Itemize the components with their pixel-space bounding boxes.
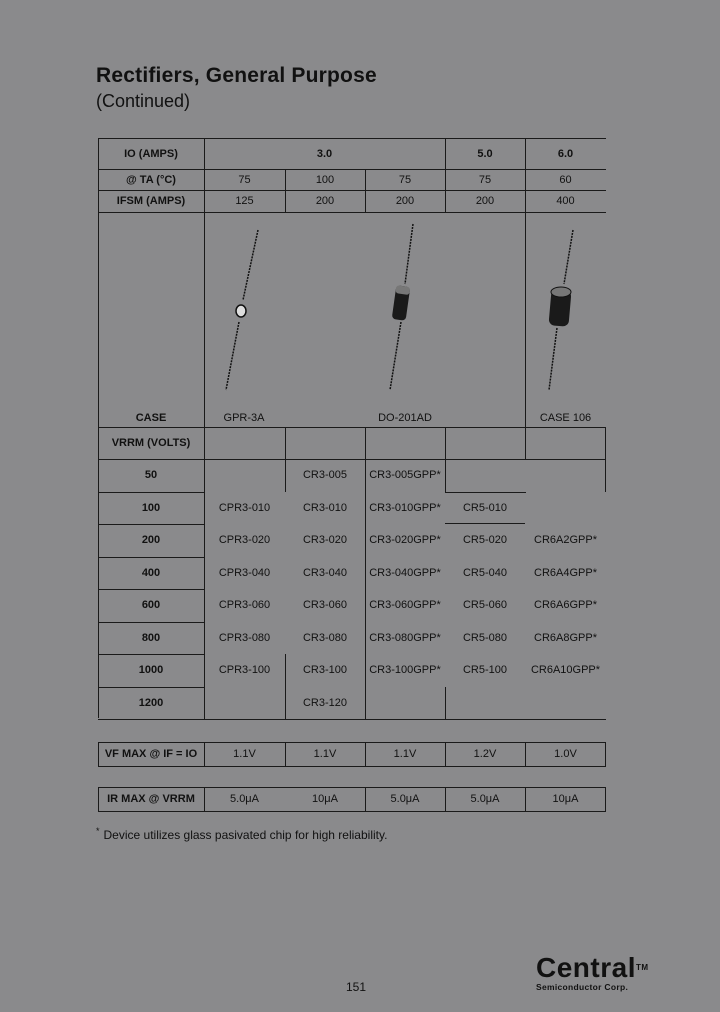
vf-value: 1.1V	[313, 748, 337, 760]
ir-value: 10μA	[552, 793, 579, 805]
part-number-text: CPR3-100	[218, 664, 271, 677]
part-number-text: CR5-060	[462, 599, 508, 612]
part-number	[204, 524, 285, 557]
part-number	[204, 492, 285, 525]
part-number	[285, 459, 365, 492]
logo-subtext: Semiconductor Corp.	[536, 982, 629, 992]
part-number	[445, 557, 525, 590]
table-rule	[365, 459, 366, 719]
part-number-text: CR3-080	[302, 631, 348, 644]
part-number	[365, 589, 445, 622]
io-label: IO (AMPS)	[124, 147, 178, 160]
part-number	[365, 557, 445, 590]
ifsm-value: 200	[315, 195, 335, 207]
table-rule	[98, 169, 606, 170]
part-number-text: CR3-040GPP*	[369, 566, 441, 579]
case-name: GPR-3A	[223, 412, 265, 424]
ta-value: 75	[478, 173, 492, 186]
part-number-text: CR3-010GPP*	[369, 501, 441, 514]
vrrm-value: 1200	[138, 696, 164, 709]
vrrm-value: 100	[141, 501, 161, 514]
vrrm-value: 50	[144, 469, 158, 482]
table-rule	[525, 459, 605, 460]
table-rule	[98, 719, 204, 720]
table-rule	[285, 459, 286, 492]
table-rule	[445, 687, 446, 720]
part-number	[445, 654, 525, 687]
part-number-text: CR3-120	[302, 696, 348, 709]
part-number-text: CR6A6GPP*	[534, 599, 597, 612]
table-rule	[98, 138, 445, 139]
page-subtitle: (Continued)	[96, 91, 191, 111]
part-number-text: CR5-040	[462, 566, 508, 579]
ifsm-value: 200	[395, 195, 415, 207]
part-number-text: CR3-005GPP*	[369, 469, 441, 482]
part-number-text: CR3-020GPP*	[369, 534, 441, 547]
part-number	[445, 589, 525, 622]
part-number-text: CR6A2GPP*	[534, 534, 597, 547]
gpr3a-lead-bottom	[226, 322, 239, 390]
part-number-text: CR3-010	[302, 501, 348, 514]
vf-label: VF MAX @ IF = IO	[104, 748, 198, 760]
part-number	[285, 654, 365, 687]
ifsm-value: 125	[235, 195, 254, 207]
part-number	[204, 589, 285, 622]
ir-value: 5.0μA	[230, 793, 259, 805]
part-number	[445, 622, 525, 655]
table-rule	[365, 427, 366, 459]
part-number	[365, 524, 445, 557]
part-number-text: CR6A8GPP*	[534, 631, 597, 644]
diode-illustrations	[98, 212, 606, 427]
part-number	[525, 492, 606, 525]
part-number-text: CR3-100GPP*	[369, 664, 441, 677]
part-number	[285, 524, 365, 557]
vrrm-value: 400	[141, 566, 161, 579]
part-number	[204, 654, 285, 687]
case-name: DO-201AD	[378, 412, 432, 424]
part-number	[445, 492, 525, 525]
part-number-text: CR6A4GPP*	[534, 566, 597, 579]
table-rule	[365, 169, 366, 212]
part-number	[285, 622, 365, 655]
gpr3a-body	[236, 305, 246, 317]
io-value: 3.0	[316, 147, 333, 160]
company-logo	[536, 954, 649, 992]
do201ad-lead-top	[405, 224, 413, 284]
ta-value: 60	[559, 173, 572, 186]
ifsm-value: 400	[556, 195, 575, 207]
part-number	[525, 622, 606, 655]
table-rule	[445, 138, 446, 169]
table-rule	[98, 766, 606, 767]
footnote-text: Device utilizes glass pasivated chip for high reliability.	[103, 828, 388, 842]
part-number	[204, 459, 285, 492]
vf-value: 1.2V	[473, 748, 497, 760]
table-rule	[445, 169, 446, 212]
page-title: Rectifiers, General Purpose	[96, 64, 377, 87]
part-number	[525, 687, 606, 720]
table-rule	[445, 459, 446, 492]
case106-lead-bottom	[549, 328, 557, 390]
table-rule	[445, 427, 446, 459]
table-rule	[204, 719, 606, 720]
part-number	[525, 459, 606, 492]
vf-value: 1.1V	[233, 748, 256, 760]
part-number	[365, 687, 445, 720]
part-number-text: CPR3-020	[218, 534, 271, 547]
ir-value: 10μA	[312, 793, 338, 805]
ifsm-label: IFSM (AMPS)	[116, 195, 186, 207]
page-number: 151	[346, 980, 367, 994]
part-number	[285, 557, 365, 590]
part-number-text: CR6A10GPP*	[530, 664, 601, 677]
logo-brand: Central	[536, 952, 636, 983]
case-name: CASE 106	[539, 412, 592, 424]
part-number	[365, 459, 445, 492]
gpr3a-lead-top	[243, 230, 258, 300]
part-number	[365, 492, 445, 525]
table-rule	[605, 459, 606, 492]
part-number	[525, 654, 606, 687]
part-number-text: CR5-080	[462, 631, 508, 644]
table-rule	[285, 169, 286, 212]
table-rule	[98, 190, 606, 191]
part-number	[204, 557, 285, 590]
table-rule	[285, 427, 286, 459]
part-number-text: CR3-080GPP*	[369, 631, 441, 644]
case106-cap	[551, 287, 571, 297]
part-number-text: CR3-100	[302, 664, 348, 677]
part-number	[445, 524, 525, 557]
table-rule	[525, 138, 526, 169]
footnote-mark: *	[96, 826, 100, 836]
part-number	[445, 687, 525, 720]
vrrm-label: VRRM (VOLTS)	[111, 437, 191, 449]
logo-tm: TM	[635, 963, 649, 972]
table-rule	[525, 427, 526, 459]
part-number	[525, 524, 606, 557]
case-label: CASE	[135, 412, 167, 424]
ifsm-value: 200	[475, 195, 495, 207]
table-rule	[445, 523, 525, 524]
part-number-text: CR3-020	[302, 534, 348, 547]
part-number-text: CPR3-010	[218, 501, 271, 514]
part-number	[285, 492, 365, 525]
do201ad-lead-bottom	[390, 322, 401, 390]
vrrm-value: 800	[141, 631, 161, 644]
table-rule	[605, 427, 606, 459]
ta-label: @ TA (°C)	[126, 173, 176, 186]
part-number	[285, 589, 365, 622]
table-rule	[525, 492, 526, 493]
part-number	[204, 622, 285, 655]
table-rule	[285, 654, 286, 719]
vf-value: 1.1V	[393, 748, 417, 760]
ta-value: 75	[238, 173, 251, 186]
part-number	[525, 589, 606, 622]
part-number-text: CPR3-040	[218, 566, 271, 579]
part-number	[285, 687, 365, 720]
vrrm-value: 600	[141, 599, 161, 612]
part-number-text: CR3-005	[302, 469, 348, 482]
ir-value: 5.0μA	[390, 793, 420, 805]
table-rule	[204, 459, 205, 719]
ta-value: 75	[398, 173, 412, 186]
part-number-text: CR5-010	[462, 501, 508, 514]
footnote	[96, 826, 387, 842]
ta-value: 100	[315, 173, 335, 186]
ir-value: 5.0μA	[470, 793, 500, 805]
part-number-text: CR3-060GPP*	[369, 599, 441, 612]
io-value: 6.0	[557, 147, 574, 160]
part-number-text: CR5-100	[462, 664, 508, 677]
part-number-text: CR3-060	[302, 599, 348, 612]
part-number	[204, 687, 285, 720]
part-number-text: CPR3-080	[218, 631, 271, 644]
part-number	[525, 557, 606, 590]
vf-value: 1.0V	[554, 748, 577, 760]
part-number-text: CR3-040	[302, 566, 348, 579]
table-rule	[98, 811, 606, 812]
ir-label: IR MAX @ VRRM	[107, 793, 195, 805]
part-number	[445, 459, 525, 492]
vrrm-value: 1000	[138, 664, 164, 677]
table-rule	[445, 492, 525, 493]
part-number-text: CR5-020	[462, 534, 508, 547]
part-number-text: CPR3-060	[218, 599, 271, 612]
vrrm-value: 200	[141, 534, 161, 547]
part-number	[365, 654, 445, 687]
part-number	[365, 622, 445, 655]
case106-lead-top	[564, 230, 573, 284]
io-value: 5.0	[477, 147, 493, 160]
table-rule	[525, 169, 526, 212]
